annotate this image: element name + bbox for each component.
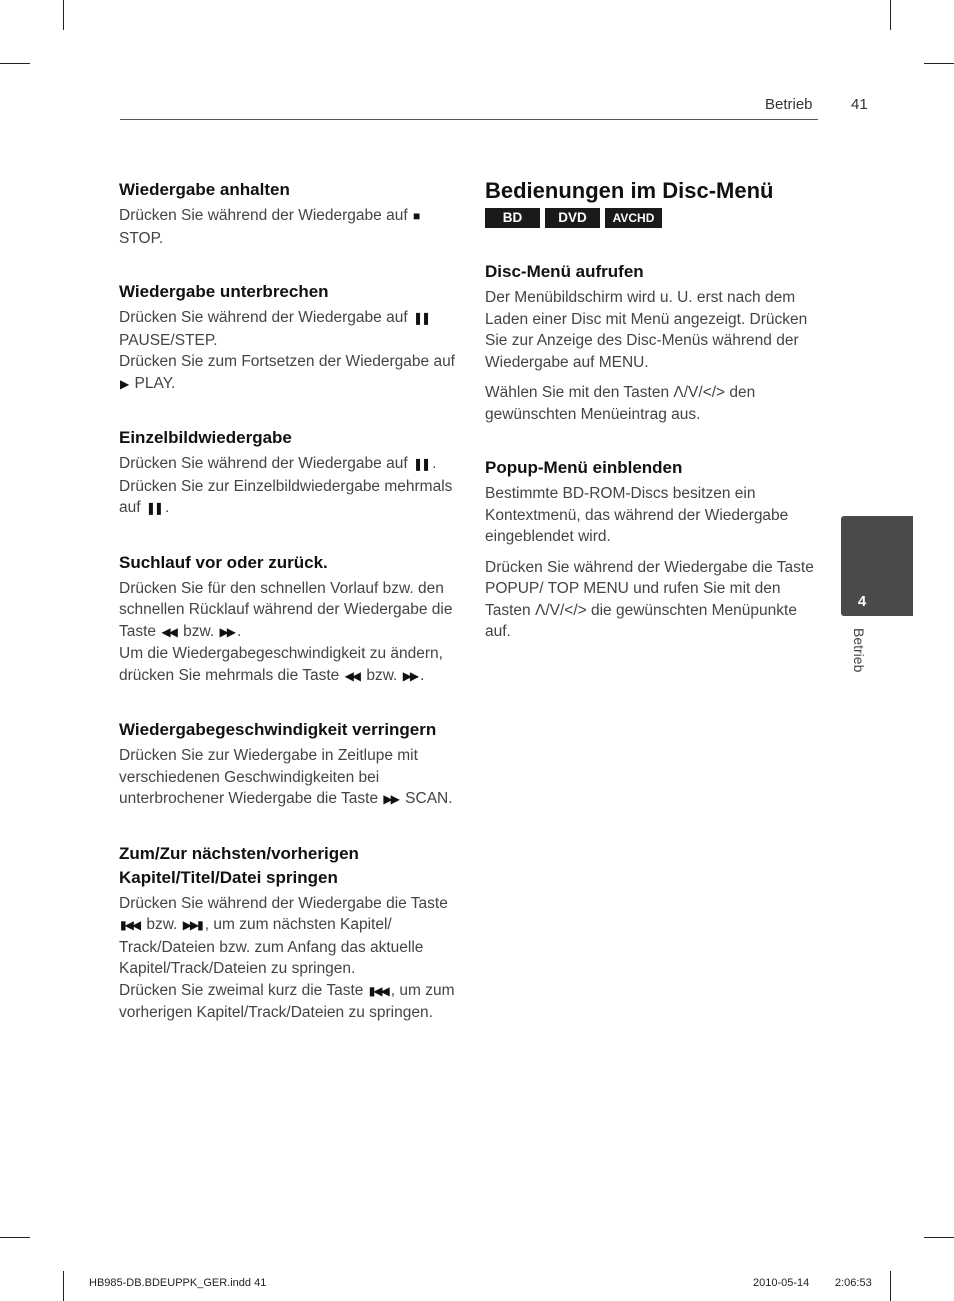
badge-bd: BD (485, 208, 540, 228)
rewind-icon: ◀◀ (344, 668, 360, 683)
paragraph: Wählen Sie mit den Tasten Λ/V/</> den gewünschten Menüeintrag aus. (485, 384, 756, 423)
badge-avchd: AVCHD (605, 208, 662, 228)
paragraph: Bestimmte BD-ROM-Discs besitzen ein Kontextmenü, das während der Wiedergabe eingeblendet wird. (485, 485, 789, 545)
subsection-title: Wiedergabe unterbrechen (119, 282, 329, 301)
text-run: bzw. (178, 622, 219, 640)
subsection-title: Zum/Zur nächsten/vorherigen Kapitel/Titel/Datei springen (119, 843, 359, 887)
subsection-title: Disc-Menü aufrufen (485, 262, 644, 281)
disc-type-badges (485, 208, 815, 228)
subsection-title: Einzelbildwiedergabe (119, 428, 292, 447)
text-run: Drücken Sie während der Wiedergabe auf (119, 309, 412, 326)
text-run: Drücken Sie zur Wiedergabe in Zeitlupe mit verschiedenen Geschwindigkeiten bei unterbrochener Wiedergabe die Taste (119, 747, 418, 807)
subsection (119, 842, 455, 1024)
play-icon: ▶ (120, 376, 128, 391)
right-column (485, 178, 815, 674)
text-run: PAUSE/STEP. (119, 331, 218, 349)
paragraph (119, 980, 455, 1024)
footer-time: 2:06:53 (835, 1277, 872, 1289)
crop-mark (63, 1271, 64, 1301)
chapter-label-text: Betrieb (851, 628, 867, 673)
text-run: Drücken Sie während der Wiedergabe die Taste (119, 894, 448, 912)
crop-mark (0, 1237, 30, 1238)
subsection (119, 718, 455, 811)
paragraph (119, 351, 455, 395)
text-run: , um zum vorherigen Kapitel/Track/Dateien zu springen. (119, 981, 455, 1021)
crop-mark (890, 0, 891, 30)
badge-dvd: DVD (545, 208, 600, 228)
section-heading: Bedienungen im Disc-Menü (485, 178, 774, 203)
text-run: Drücken Sie zum Fortsetzen der Wiedergabe auf (119, 353, 455, 370)
text-run: Drücken Sie zweimal kurz die Taste (119, 981, 368, 999)
crop-mark (924, 63, 954, 64)
text-run: . (432, 455, 437, 472)
text-run: . (164, 499, 170, 516)
chapter-number: 4 (857, 593, 867, 610)
chapter-tab-label (851, 628, 867, 688)
text-run: Drücken Sie während der Wiedergabe auf (119, 207, 412, 224)
crop-mark (0, 63, 30, 64)
text-run: , um zum nächsten Kapitel/ Track/Dateien bzw. zum Anfang das aktuelle Kapitel/Track/Dateien zu springen. (119, 916, 424, 977)
text-run: Drücken Sie für den schnellen Vorlauf bzw. den schnellen Rücklauf während der Wiedergabe die Taste (119, 579, 453, 640)
chapter-tab (841, 516, 913, 616)
subsection-title: Wiedergabe anhalten (119, 180, 290, 199)
fast-forward-icon: ▶▶ (219, 624, 234, 639)
left-column (119, 178, 455, 1055)
skip-back-icon: ▮◀◀ (368, 983, 388, 998)
page-number: 41 (851, 96, 868, 113)
header-rule (120, 119, 818, 120)
subsection (119, 280, 455, 395)
footer-file-info: HB985-DB.BDEUPPK_GER.indd 41 (89, 1277, 267, 1289)
subsection-title: Wiedergabegeschwindigkeit verringern (119, 720, 437, 739)
pause-icon: ❚❚ (412, 457, 430, 471)
subsection (119, 178, 455, 249)
footer-date: 2010-05-14 (753, 1277, 810, 1289)
skip-forward-icon: ▶▶▮ (182, 918, 202, 932)
paragraph: Der Menübildschirm wird u. U. erst nach dem Laden einer Disc mit Menü angezeigt. Drücken Sie zur Anzeige des Disc-Menüs während der Wiedergabe auf MENU. (485, 289, 808, 371)
text-run: bzw. (142, 916, 182, 933)
crop-mark (63, 0, 64, 30)
crop-mark (890, 1271, 891, 1301)
paragraph (119, 307, 455, 351)
subsection-title: Popup-Menü einblenden (485, 458, 683, 477)
subsection-popup-menu (485, 456, 815, 643)
paragraph: Drücken Sie während der Wiedergabe die Taste POPUP/ TOP MENU und rufen Sie mit den Tasten Λ/V/</> die gewünschten Menüpunkte auf. (485, 558, 814, 640)
fast-forward-icon: ▶▶ (383, 792, 398, 806)
stop-icon: ■ (412, 209, 419, 223)
pause-icon: ❚❚ (145, 501, 162, 515)
text-run: . (236, 622, 242, 640)
text-run: . (420, 666, 425, 684)
text-run: SCAN. (400, 790, 453, 807)
pause-icon: ❚❚ (412, 311, 430, 325)
fast-forward-icon: ▶▶ (402, 668, 418, 683)
text-run: Um die Wiedergabegeschwindigkeit zu ändern, drücken Sie mehrmals die Taste (119, 645, 443, 684)
subsection (119, 426, 455, 520)
paragraph (119, 453, 455, 476)
paragraph (119, 643, 455, 687)
paragraph (119, 745, 455, 811)
subsection-disc-menu (485, 260, 815, 425)
skip-back-icon: ▮◀◀ (120, 918, 140, 932)
rewind-icon: ◀◀ (161, 624, 176, 639)
text-run: Drücken Sie zur Einzelbildwiedergabe mehrmals auf (119, 477, 453, 516)
paragraph (119, 578, 455, 644)
running-header-section: Betrieb (765, 96, 813, 113)
subsection-title: Suchlauf vor oder zurück. (119, 552, 328, 572)
text-run: PLAY. (130, 374, 176, 392)
subsection (119, 551, 455, 688)
crop-mark (924, 1237, 954, 1238)
paragraph (119, 893, 455, 980)
text-run: bzw. (362, 666, 402, 684)
text-run: STOP. (119, 229, 164, 247)
paragraph (119, 476, 455, 520)
text-run: Drücken Sie während der Wiedergabe auf (119, 455, 412, 472)
paragraph (119, 205, 455, 249)
